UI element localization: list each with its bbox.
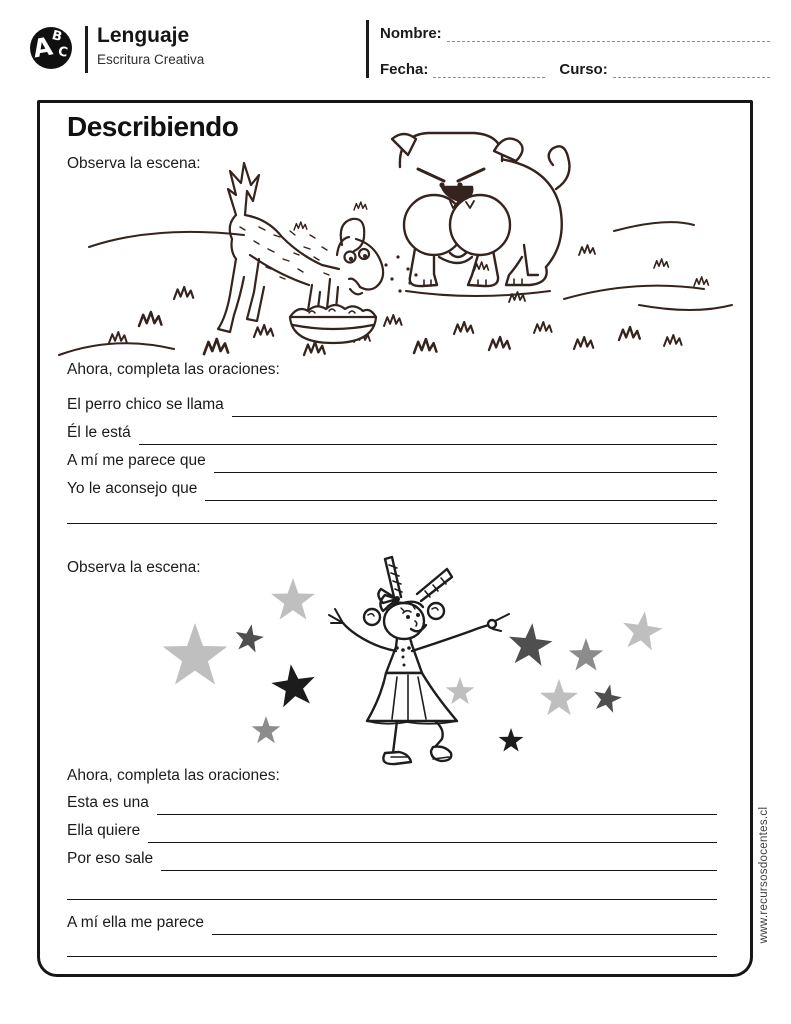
subject-title: Lenguaje — [97, 24, 190, 47]
date-course-row — [380, 56, 770, 78]
answer-line[interactable] — [212, 910, 717, 935]
logo-letter-b: B — [50, 28, 64, 45]
student-fields — [366, 20, 770, 78]
sentence-label: Yo le aconsejo que — [67, 480, 198, 497]
v-fingers — [329, 609, 343, 623]
star-icon — [163, 623, 228, 685]
worksheet-frame — [37, 100, 753, 977]
answer-line[interactable] — [67, 956, 717, 957]
instruction-2: Ahora, completa las oraciones: — [67, 767, 280, 784]
ear — [341, 219, 365, 251]
fur-speckles — [240, 227, 329, 279]
sentence-row — [67, 817, 717, 843]
answer-line[interactable] — [139, 420, 717, 445]
name-row — [380, 20, 770, 42]
right-pigtail — [417, 569, 452, 601]
name-field[interactable] — [447, 24, 770, 42]
answer-line[interactable] — [214, 448, 717, 473]
course-field[interactable] — [613, 60, 770, 78]
answer-line[interactable] — [232, 392, 717, 417]
sentence-label: Ella quiere — [67, 822, 141, 839]
answer-line[interactable] — [148, 818, 717, 843]
page-title: Describiendo — [67, 111, 239, 142]
series-subtitle: Escritura Creativa — [97, 52, 205, 67]
sentence-row — [67, 789, 717, 815]
dancing-girl — [329, 557, 509, 764]
tail — [228, 163, 259, 215]
hair-bun — [364, 609, 380, 625]
dancer-illustration — [145, 551, 700, 771]
brand-block — [97, 24, 204, 67]
star-icon — [569, 638, 603, 671]
sentence-label: El perro chico se llama — [67, 396, 224, 413]
skirt — [367, 673, 457, 721]
star-icon — [591, 681, 625, 713]
answer-line[interactable] — [157, 790, 717, 815]
sentence-row — [67, 845, 717, 871]
answer-line[interactable] — [205, 476, 717, 501]
front-leg — [393, 721, 397, 753]
star-icon — [252, 716, 281, 743]
star-icon — [540, 679, 578, 715]
sentence-row — [67, 419, 717, 445]
logo-letter-c: C — [56, 44, 69, 61]
dogs-illustration — [54, 127, 740, 360]
observe-prompt-1: Observa la escena: — [67, 155, 201, 172]
sentence-label: A mí ella me parece — [67, 914, 204, 931]
star-icon — [446, 677, 475, 704]
star-icon — [269, 661, 318, 708]
trailing-leg — [435, 721, 443, 747]
sentence-label: Él le está — [67, 424, 131, 441]
header-divider — [85, 26, 88, 73]
star-icon — [506, 621, 554, 667]
sentence-row — [67, 391, 717, 417]
answer-line[interactable] — [67, 899, 717, 900]
instruction-1: Ahora, completa las oraciones: — [67, 361, 280, 378]
hair-bun — [428, 603, 444, 619]
curled-tail — [549, 146, 570, 189]
star-icon — [499, 728, 524, 752]
necklace — [395, 646, 411, 652]
star-icon — [271, 578, 315, 620]
sentence-row — [67, 447, 717, 473]
star-icon — [233, 622, 266, 654]
bulldog — [392, 133, 570, 296]
website-watermark: www.recursosdocentes.cl — [758, 806, 770, 944]
name-label: Nombre: — [380, 25, 442, 42]
answer-line[interactable] — [67, 523, 717, 524]
date-field[interactable] — [433, 60, 545, 78]
right-jowl — [450, 195, 510, 255]
sentence-row — [67, 909, 717, 935]
logo-letter-a: A — [30, 31, 55, 64]
sentence-label: A mí me parece que — [67, 452, 206, 469]
abc-logo-icon — [30, 27, 72, 69]
food-bowl — [290, 305, 376, 343]
star-icon — [620, 608, 665, 651]
ground-motion-lines — [59, 222, 732, 355]
course-label: Curso: — [559, 61, 608, 78]
face — [384, 603, 424, 639]
sentence-label: Por eso sale — [67, 850, 154, 867]
sentence-row — [67, 475, 717, 501]
observe-prompt-2: Observa la escena: — [67, 559, 201, 576]
date-label: Fecha: — [380, 61, 429, 78]
answer-line[interactable] — [161, 846, 717, 871]
sentence-label: Esta es una — [67, 794, 149, 811]
shoe — [383, 752, 411, 764]
